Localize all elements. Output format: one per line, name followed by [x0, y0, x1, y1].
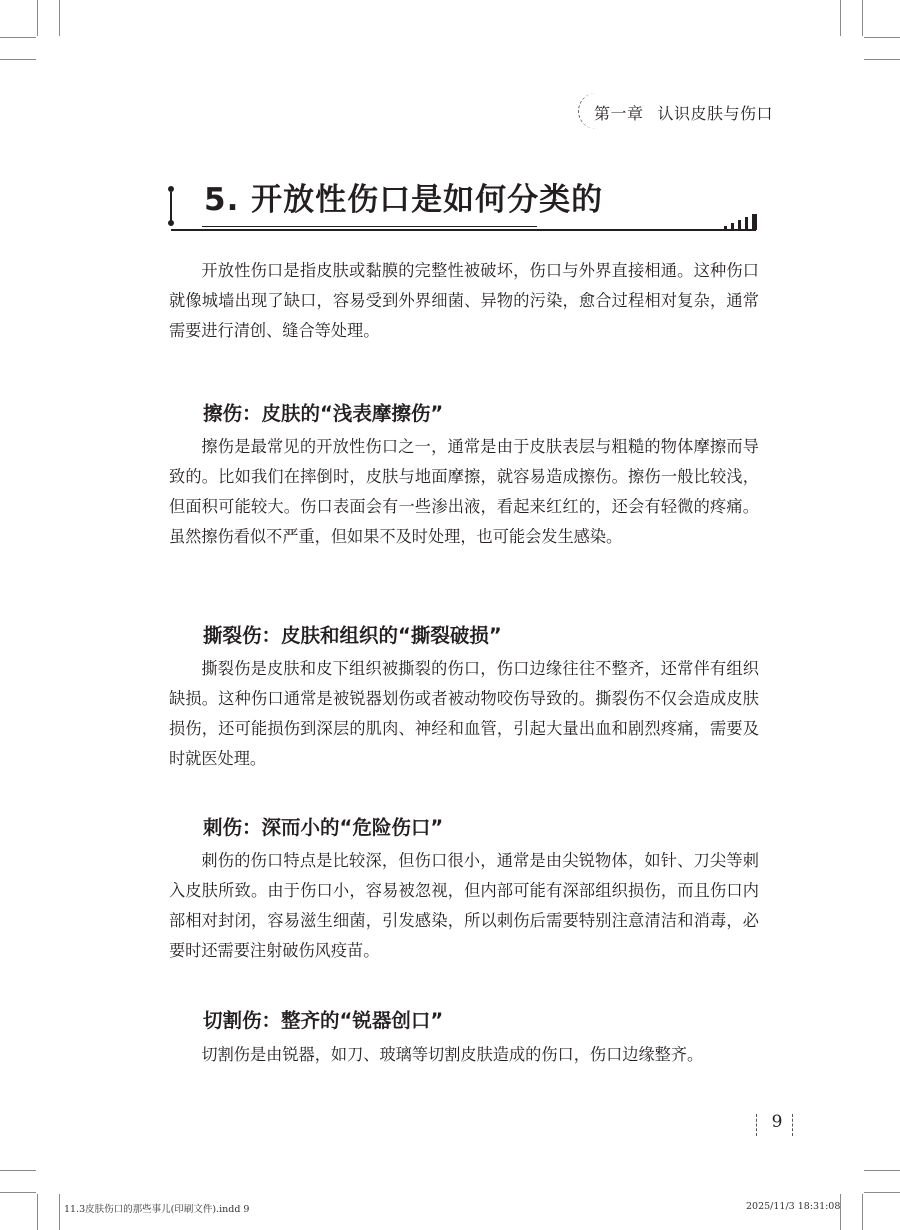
subsection-paragraph-laceration: 撕裂伤是皮肤和皮下组织被撕裂的伤口，伤口边缘往往不整齐，还常伴有组织缺损。这种伤口通常是被锐器划伤或者被动物咬伤导致的。撕裂伤不仅会造成皮肤损伤，还可能损伤到深层的肌肉、神经和血管，引起大量出血和剧烈疼痛，需要及时就医处理。	[169, 659, 759, 768]
section-title: 5. 开放性伤口是如何分类的	[204, 182, 604, 218]
crop-mark	[59, 0, 60, 36]
page-number: 9	[771, 1112, 783, 1132]
crop-mark	[864, 59, 900, 60]
crop-mark	[840, 0, 841, 36]
page-folio	[756, 1112, 796, 1136]
subsection-heading-puncture: 刺伤：深而小的“危险伤口”	[203, 816, 444, 839]
crop-mark	[864, 1192, 900, 1193]
crop-mark	[864, 1170, 900, 1171]
crop-mark	[864, 37, 900, 38]
subsection-paragraph-puncture: 刺伤的伤口特点是比较深，但伤口很小，通常是由尖锐物体，如针、刀尖等刺入皮肤所致。由于伤口小，容易被忽视，但内部可能有深部组织损伤，而且伤口内部相对封闭，容易滋生细菌，引发感染，所以刺伤后需要特别注意清洁和消毒，必要时还需要注射破伤风疫苗。	[169, 851, 759, 960]
title-underline	[171, 229, 756, 231]
title-underline-accent	[202, 226, 537, 227]
subsection-heading-abrasion: 擦伤：皮肤的“浅表摩擦伤”	[203, 402, 444, 425]
crop-mark	[862, 1194, 863, 1230]
crop-mark	[840, 1194, 841, 1230]
slug-filename: 11.3皮肤伤口的那些事儿(印刷文件).indd 9	[64, 1204, 250, 1215]
crop-mark	[0, 1192, 36, 1193]
subsection-paragraph-abrasion: 擦伤是最常见的开放性伤口之一，通常是由于皮肤表层与粗糙的物体摩擦而导致的。比如我们在摔倒时，皮肤与地面摩擦，就容易造成擦伤。擦伤一般比较浅，但面积可能较大。伤口表面会有一些渗出液，看起来红红的，还会有轻微的疼痛。虽然擦伤看似不严重，但如果不及时处理，也可能会发生感染。	[169, 437, 759, 546]
intro-paragraph: 开放性伤口是指皮肤或黏膜的完整性被破坏，伤口与外界直接相通。这种伤口就像城墙出现了缺口，容易受到外界细菌、异物的污染，愈合过程相对复杂，通常需要进行清创、缝合等处理。	[169, 261, 759, 340]
chapter-number: 第一章	[594, 104, 644, 123]
crop-mark	[0, 1170, 36, 1171]
title-bracket-ornament	[168, 186, 174, 226]
crop-mark	[37, 1194, 38, 1230]
chapter-title: 认识皮肤与伤口	[657, 104, 774, 123]
subsection-paragraph-incision: 切割伤是由锐器，如刀、玻璃等切割皮肤造成的伤口，伤口边缘整齐。	[201, 1045, 704, 1064]
title-bars-ornament	[724, 214, 758, 230]
subsection-heading-laceration: 撕裂伤：皮肤和组织的“撕裂破损”	[203, 624, 502, 647]
crop-mark	[0, 37, 36, 38]
subsection-heading-incision: 切割伤：整齐的“锐器创口”	[203, 1009, 444, 1032]
slug-timestamp: 2025/11/3 18:31:08	[746, 1201, 841, 1212]
crop-mark	[862, 0, 863, 36]
crop-mark	[0, 59, 36, 60]
crop-mark	[37, 0, 38, 36]
running-header	[594, 101, 773, 124]
crop-mark	[59, 1194, 60, 1230]
